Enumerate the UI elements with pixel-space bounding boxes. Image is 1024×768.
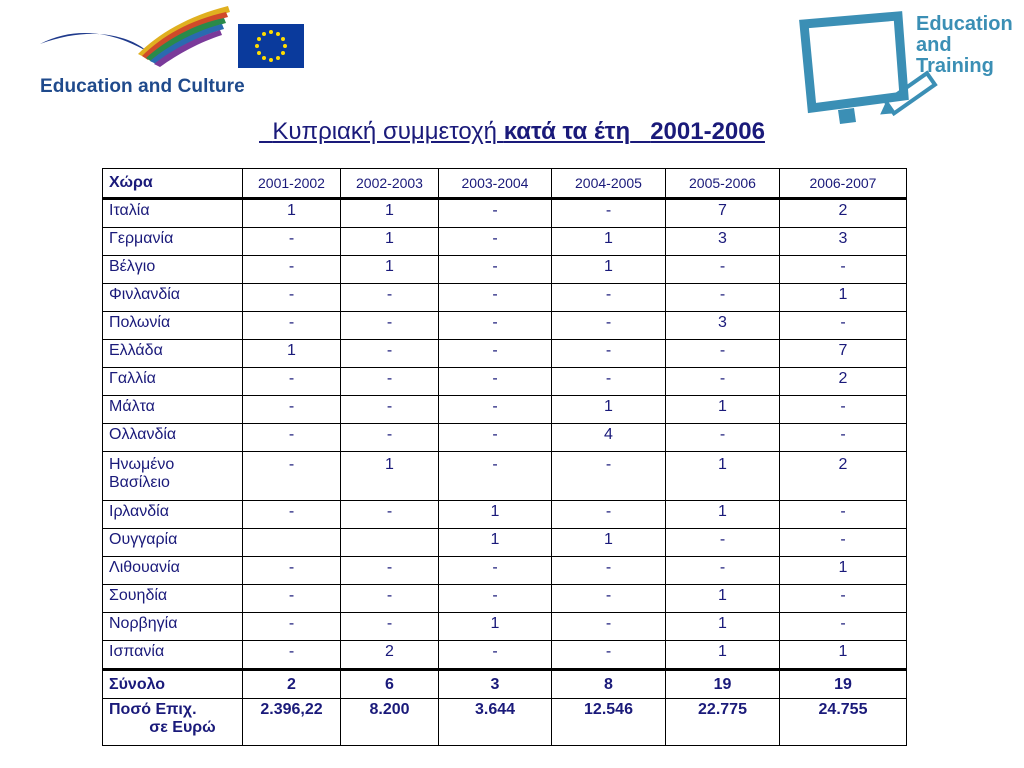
amount-value-cell: 3.644 bbox=[439, 699, 552, 746]
value-cell: - bbox=[341, 424, 439, 452]
value-cell: 2 bbox=[780, 199, 907, 228]
country-cell: Νορβηγία bbox=[103, 613, 243, 641]
value-cell: - bbox=[552, 641, 666, 670]
header-cell: 2004-2005 bbox=[552, 169, 666, 199]
table-row bbox=[103, 501, 907, 529]
value-cell: - bbox=[439, 368, 552, 396]
value-cell: - bbox=[666, 557, 780, 585]
value-cell: - bbox=[439, 452, 552, 501]
table-row bbox=[103, 424, 907, 452]
value-cell: 4 bbox=[552, 424, 666, 452]
value-cell: - bbox=[780, 529, 907, 557]
ec-caption: Education and Culture bbox=[40, 76, 245, 97]
value-cell: - bbox=[243, 452, 341, 501]
value-cell: - bbox=[666, 340, 780, 368]
value-cell: - bbox=[439, 557, 552, 585]
value-cell: - bbox=[341, 340, 439, 368]
value-cell: - bbox=[341, 557, 439, 585]
value-cell: - bbox=[439, 312, 552, 340]
value-cell: - bbox=[243, 256, 341, 284]
table-row bbox=[103, 452, 907, 501]
total-value-cell: 19 bbox=[780, 670, 907, 699]
value-cell: - bbox=[341, 501, 439, 529]
swoosh-icon bbox=[38, 4, 238, 74]
value-cell: - bbox=[666, 529, 780, 557]
value-cell: 1 bbox=[341, 256, 439, 284]
amount-label-line2: σε Ευρώ bbox=[149, 719, 216, 736]
value-cell: - bbox=[439, 641, 552, 670]
value-cell: 1 bbox=[341, 452, 439, 501]
value-cell: 1 bbox=[780, 557, 907, 585]
value-cell: - bbox=[243, 228, 341, 256]
value-cell: - bbox=[552, 613, 666, 641]
table-row bbox=[103, 312, 907, 340]
value-cell: 1 bbox=[552, 256, 666, 284]
value-cell: 1 bbox=[666, 613, 780, 641]
header-cell: 2002-2003 bbox=[341, 169, 439, 199]
header-cell: 2001-2002 bbox=[243, 169, 341, 199]
value-cell: 3 bbox=[666, 228, 780, 256]
value-cell: - bbox=[243, 585, 341, 613]
amount-label bbox=[103, 699, 243, 746]
header-cell: Χώρα bbox=[103, 169, 243, 199]
value-cell: - bbox=[439, 256, 552, 284]
country-cell: Μάλτα bbox=[103, 396, 243, 424]
value-cell: 1 bbox=[341, 199, 439, 228]
value-cell: - bbox=[552, 501, 666, 529]
table-row bbox=[103, 396, 907, 424]
value-cell: 1 bbox=[780, 284, 907, 312]
total-value-cell: 8 bbox=[552, 670, 666, 699]
country-cell: Ολλανδία bbox=[103, 424, 243, 452]
value-cell: - bbox=[780, 396, 907, 424]
amount-value-cell: 12.546 bbox=[552, 699, 666, 746]
country-cell: Γερμανία bbox=[103, 228, 243, 256]
country-cell: Φινλανδία bbox=[103, 284, 243, 312]
value-cell: 2 bbox=[780, 452, 907, 501]
value-cell: - bbox=[341, 284, 439, 312]
country-cell: Γαλλία bbox=[103, 368, 243, 396]
value-cell: 1 bbox=[666, 501, 780, 529]
country-cell: Σουηδία bbox=[103, 585, 243, 613]
country-cell: Ισπανία bbox=[103, 641, 243, 670]
value-cell: - bbox=[341, 312, 439, 340]
value-cell: - bbox=[780, 256, 907, 284]
value-cell: - bbox=[552, 585, 666, 613]
value-cell: - bbox=[341, 585, 439, 613]
participation-table bbox=[102, 168, 907, 746]
header-cell: 2003-2004 bbox=[439, 169, 552, 199]
value-cell: - bbox=[243, 613, 341, 641]
value-cell: 1 bbox=[666, 585, 780, 613]
total-label: Σύνολο bbox=[103, 670, 243, 699]
table-row bbox=[103, 284, 907, 312]
amount-row bbox=[103, 699, 907, 746]
total-row bbox=[103, 670, 907, 699]
country-cell: Ελλάδα bbox=[103, 340, 243, 368]
value-cell: - bbox=[243, 368, 341, 396]
et-line-2: and bbox=[916, 34, 952, 56]
table-row bbox=[103, 641, 907, 670]
title-part2: κατά τα έτη bbox=[503, 118, 631, 145]
value-cell: - bbox=[243, 312, 341, 340]
value-cell: - bbox=[439, 424, 552, 452]
value-cell: - bbox=[439, 340, 552, 368]
value-cell: 3 bbox=[666, 312, 780, 340]
value-cell: - bbox=[243, 284, 341, 312]
value-cell: - bbox=[780, 501, 907, 529]
amount-value-cell: 22.775 bbox=[666, 699, 780, 746]
et-line-1: Education bbox=[916, 13, 1013, 35]
country-cell: Ιρλανδία bbox=[103, 501, 243, 529]
value-cell: - bbox=[341, 396, 439, 424]
table-row bbox=[103, 228, 907, 256]
value-cell: - bbox=[780, 312, 907, 340]
value-cell: - bbox=[552, 340, 666, 368]
value-cell: - bbox=[780, 613, 907, 641]
country-cell: Ηνωμένο Βασίλειο bbox=[103, 452, 243, 501]
value-cell: 1 bbox=[666, 641, 780, 670]
table-row bbox=[103, 199, 907, 228]
value-cell: 2 bbox=[780, 368, 907, 396]
header-cell: 2006-2007 bbox=[780, 169, 907, 199]
value-cell: - bbox=[341, 613, 439, 641]
value-cell: 1 bbox=[439, 613, 552, 641]
value-cell: - bbox=[552, 284, 666, 312]
value-cell: 1 bbox=[243, 199, 341, 228]
value-cell bbox=[243, 529, 341, 557]
value-cell bbox=[341, 529, 439, 557]
value-cell: 7 bbox=[666, 199, 780, 228]
value-cell: - bbox=[243, 501, 341, 529]
value-cell: - bbox=[552, 557, 666, 585]
page-title bbox=[0, 118, 1024, 146]
value-cell: 1 bbox=[552, 529, 666, 557]
country-cell: Λιθουανία bbox=[103, 557, 243, 585]
value-cell: - bbox=[243, 424, 341, 452]
header-cell: 2005-2006 bbox=[666, 169, 780, 199]
title-gap bbox=[630, 118, 650, 145]
value-cell: - bbox=[666, 424, 780, 452]
table-row bbox=[103, 256, 907, 284]
value-cell: 7 bbox=[780, 340, 907, 368]
value-cell: 1 bbox=[439, 501, 552, 529]
value-cell: 2 bbox=[341, 641, 439, 670]
total-value-cell: 2 bbox=[243, 670, 341, 699]
value-cell: - bbox=[439, 199, 552, 228]
amount-value-cell: 24.755 bbox=[780, 699, 907, 746]
header-row bbox=[103, 169, 907, 199]
amount-value-cell: 2.396,22 bbox=[243, 699, 341, 746]
value-cell: - bbox=[666, 368, 780, 396]
value-cell: - bbox=[552, 368, 666, 396]
amount-value-cell: 8.200 bbox=[341, 699, 439, 746]
country-cell: Ουγγαρία bbox=[103, 529, 243, 557]
et-text bbox=[916, 14, 1013, 77]
value-cell: 1 bbox=[552, 396, 666, 424]
education-culture-logo bbox=[38, 4, 308, 100]
table-row bbox=[103, 613, 907, 641]
amount-label-line1: Ποσό Επιχ. bbox=[109, 701, 197, 718]
country-cell: Ιταλία bbox=[103, 199, 243, 228]
country-cell: Πολωνία bbox=[103, 312, 243, 340]
value-cell: - bbox=[243, 396, 341, 424]
value-cell: 1 bbox=[666, 452, 780, 501]
education-training-logo bbox=[798, 10, 1018, 130]
table-row bbox=[103, 368, 907, 396]
value-cell: 1 bbox=[439, 529, 552, 557]
value-cell: - bbox=[552, 452, 666, 501]
value-cell: - bbox=[439, 396, 552, 424]
table-row bbox=[103, 529, 907, 557]
value-cell: - bbox=[439, 284, 552, 312]
value-cell: - bbox=[243, 557, 341, 585]
value-cell: 1 bbox=[666, 396, 780, 424]
value-cell: - bbox=[243, 641, 341, 670]
table-row bbox=[103, 340, 907, 368]
value-cell: 3 bbox=[780, 228, 907, 256]
value-cell: - bbox=[552, 312, 666, 340]
value-cell: - bbox=[780, 585, 907, 613]
value-cell: - bbox=[439, 228, 552, 256]
value-cell: - bbox=[341, 368, 439, 396]
value-cell: 1 bbox=[780, 641, 907, 670]
country-cell: Βέλγιο bbox=[103, 256, 243, 284]
eu-flag-icon bbox=[238, 24, 304, 68]
value-cell: - bbox=[780, 424, 907, 452]
et-line-3: Training bbox=[916, 55, 994, 77]
value-cell: 1 bbox=[552, 228, 666, 256]
total-value-cell: 3 bbox=[439, 670, 552, 699]
table-row bbox=[103, 557, 907, 585]
value-cell: - bbox=[666, 256, 780, 284]
value-cell: 1 bbox=[341, 228, 439, 256]
total-value-cell: 6 bbox=[341, 670, 439, 699]
value-cell: - bbox=[666, 284, 780, 312]
table-row bbox=[103, 585, 907, 613]
title-part3: 2001-2006 bbox=[650, 118, 765, 145]
value-cell: 1 bbox=[243, 340, 341, 368]
value-cell: - bbox=[552, 199, 666, 228]
total-value-cell: 19 bbox=[666, 670, 780, 699]
title-part1: Κυπριακή συμμετοχή bbox=[272, 118, 498, 145]
value-cell: - bbox=[439, 585, 552, 613]
